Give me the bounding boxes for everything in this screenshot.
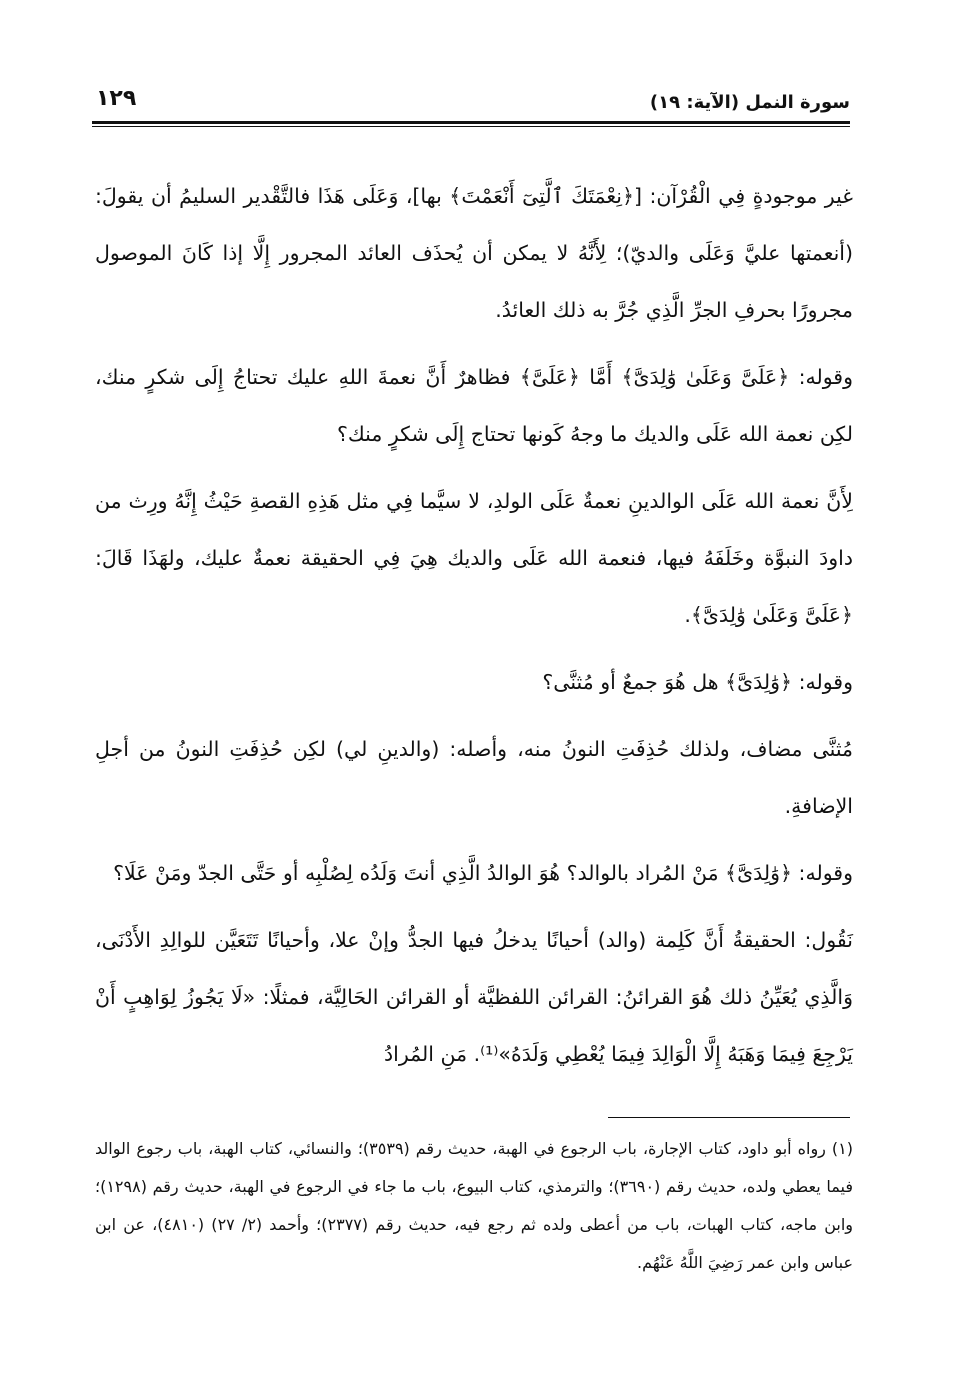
header-rule-thin (92, 126, 850, 127)
footnote-separator (608, 1117, 850, 1118)
paragraph: غير موجودةٍ فِي الْقُرْآن: [﴿نِعْمَتَكَ ٱلَّتِىٓ أَنْعَمْتَ﴾ بها]، وَعَلَى هَذَا فالتَّقْدير السليمُ أن يقولَ: (أنعمتها عليَّ وَعَلَى والديّ)؛ لِأَنَّهُ لا يمكن أن يُحذَف العائد المجرور إِلَّا إذا كَانَ الموصول مجرورًا بحرفِ الجرِّ الَّذِي جُرَّ به ذلك العائدُ. (95, 184, 853, 322)
paragraph: لِأَنَّ نعمة الله عَلَى الوالدينِ نعمةٌ عَلَى الولدِ، لا سيَّما فِي مثل هَذِهِ القصةِ حَيْثُ إِنَّهُ ورِث من داودَ النبوَّة وخَلَفَهُ فيها، فنعمة الله عَلَى والديك هِيَ فِي الحقيقة نعمةٌ عليك، ولهَذَا قَالَ: ﴿عَلَىَّ وَعَلَىٰ وَٰلِدَىَّ﴾. (95, 489, 853, 627)
page-number: ١٢٩ (96, 86, 137, 111)
header-surah-title: سورة النمل (الآية: ١٩) (649, 92, 850, 113)
running-header (92, 80, 850, 120)
paragraph: وقوله: ﴿عَلَىَّ وَعَلَىٰ وَٰلِدَىَّ﴾ أَمَّا ﴿عَلَىَّ﴾ فظاهرٌ أَنَّ نعمةَ اللهِ عليك تحتاجُ إِلَى شكرٍ منك، لكِن نعمة الله عَلَى والديك ما وجهُ كَونها تحتاج إِلَى شكرٍ منك؟ (95, 365, 853, 446)
paragraph: مُثنَّى مضاف، ولذلك حُذِفَتِ النونُ منه، وأصله: (والدينِ لي) لكِن حُذِفَتِ النونُ من أجلِ الإضافةِ. (95, 737, 853, 818)
paragraph: وقوله: ﴿وَٰلِدَىَّ﴾ هل هُوَ جمعٌ أو مُثنَّى؟ (542, 670, 853, 694)
header-rule-thick (92, 121, 850, 124)
paragraph: وقوله: ﴿وَٰلِدَىَّ﴾ مَنْ المُراد بالوالد؟ هُوَ الوالدُ الَّذِي أنتَ وَلَدُه لِصُلْبِه أو حَتَّى الجدّ ومَنْ عَلَا؟ (113, 861, 853, 885)
main-text (95, 168, 853, 1093)
footnotes (95, 1130, 853, 1282)
paragraph: نَقُول: الحقيقةُ أَنَّ كَلِمة (والد) أحيانًا يدخلُ فيها الجدُّ وإنْ علا، وأحيانًا تَتَعَيَّن للوالِدِ الأَدْنَى، وَالَّذِي يُعَيِّنُ ذلك هُوَ القرائنُ: القرائن اللفظيَّة أو القرائن الحَالِيَّة، فمثلًا: «لَا يَجُوزُ لِوَاهِبٍ أَنْ يَرْجِعَ فِيمَا وَهَبَهُ إِلَّا الْوَالِدَ فِيمَا يُعْطِي وَلَدَهُ»⁽¹⁾. مَنِ المُرادُ (95, 928, 853, 1066)
footnote: (١) رواه أبو داود، كتاب الإجارة، باب الرجوع في الهبة، حديث رقم (٣٥٣٩)؛ والنسائي، كتاب الهبة، باب رجوع الوالد فيما يعطي ولده، حديث رقم (٣٦٩٠)؛ والترمذي، كتاب البيوع، باب ما جاء في الرجوع في الهبة، حديث رقم (١٢٩٨)؛ وابن ماجه، كتاب الهبات، باب من أعطى ولده ثم رجع فيه، حديث رقم (٢٣٧٧)؛ وأحمد (٢/ ٢٧) (٤٨١٠)، عن ابن عباس وابن عمر رَضِيَ اللَّهُ عَنْهُم. (95, 1139, 854, 1272)
